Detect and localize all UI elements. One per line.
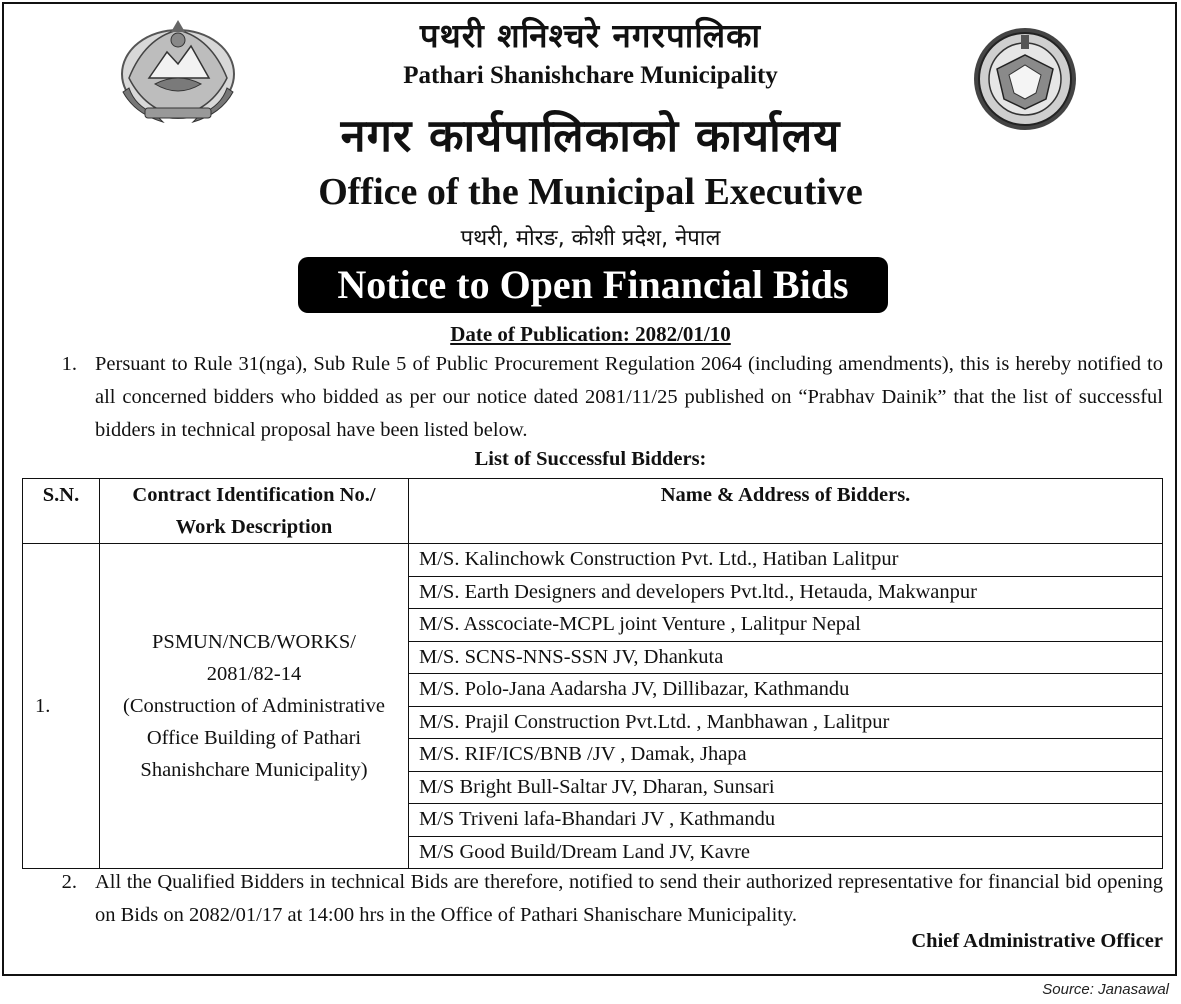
bidder-entry: M/S. RIF/ICS/BNB /JV , Damak, Jhapa: [409, 739, 1163, 772]
bidder-entry: M/S Triveni lafa-Bhandari JV , Kathmandu: [409, 804, 1163, 837]
bidder-entry: M/S. Polo-Jana Aadarsha JV, Dillibazar, Kathmandu: [409, 674, 1163, 707]
nepali-municipality-title: पथरी शनिश्चरे नगरपालिका: [419, 16, 762, 55]
bidders-list-title: List of Successful Bidders:: [474, 448, 707, 470]
header-contract-line-2: Work Description: [175, 516, 333, 538]
paragraph-1-number: 1.: [61, 353, 77, 375]
header-sn: S.N.: [23, 479, 100, 544]
english-municipality-title: Pathari Shanishchare Municipality: [403, 62, 778, 89]
contract-line: 2081/82-14: [206, 663, 302, 685]
signature-title: Chief Administrative Officer: [911, 930, 1163, 952]
nepali-office-title: नगर कार्यपालिकाको कार्यालय: [340, 109, 841, 162]
bidder-entry: M/S. Earth Designers and developers Pvt.ltd., Hetauda, Makwanpur: [409, 576, 1163, 609]
bidder-entry: M/S. Kalinchowk Construction Pvt. Ltd., Hatiban Lalitpur: [409, 544, 1163, 577]
english-office-title: Office of the Municipal Executive: [318, 171, 863, 213]
row-sn: 1.: [23, 544, 100, 869]
table-header-row: [23, 479, 1163, 544]
contract-line: Shanishchare Municipality): [140, 759, 368, 781]
nepali-address: पथरी, मोरङ, कोशी प्रदेश, नेपाल: [460, 226, 721, 251]
paragraph-2-number: 2.: [61, 871, 77, 893]
bidder-entry: M/S. Prajil Construction Pvt.Ltd. , Manbhawan , Lalitpur: [409, 706, 1163, 739]
header-bidders: Name & Address of Bidders.: [409, 479, 1163, 544]
notice-title-banner: Notice to Open Financial Bids: [298, 257, 888, 313]
publication-date: Date of Publication: 2082/01/10: [450, 322, 731, 346]
table-row: [23, 544, 1163, 577]
contract-line: Office Building of Pathari: [146, 727, 362, 749]
row-contract-description: [100, 544, 409, 869]
bidders-table: [22, 478, 1163, 869]
contract-line: PSMUN/NCB/WORKS/: [152, 631, 356, 653]
header-contract-line-1: Contract Identification No./: [132, 484, 376, 506]
bidder-entry: M/S. SCNS-NNS-SSN JV, Dhankuta: [409, 641, 1163, 674]
header-contract: [100, 479, 409, 544]
bidder-entry: M/S. Asscociate-MCPL joint Venture , Lalitpur Nepal: [409, 609, 1163, 642]
source-credit: Source: Janasawal: [1042, 981, 1169, 998]
bidder-entry: M/S Bright Bull-Saltar JV, Dharan, Sunsari: [409, 771, 1163, 804]
paragraph-1-text: Persuant to Rule 31(nga), Sub Rule 5 of Public Procurement Regulation 2064 (including amendments), this is hereby notified to all concerned bidders who bidded as per our notice dated 2081/11/25 published on “Prabhav Dainik” that the list of successful bidders in technical proposal have been listed below.: [95, 353, 1163, 441]
bidder-entry: M/S Good Build/Dream Land JV, Kavre: [409, 836, 1163, 869]
paragraph-2-text: All the Qualified Bidders in technical Bids are therefore, notified to send their authorized representative for financial bid opening on Bids on 2082/01/17 at 14:00 hrs in the Office of Pathari Shanischare Municipality.: [95, 871, 1163, 926]
contract-line: (Construction of Administrative: [123, 695, 385, 717]
